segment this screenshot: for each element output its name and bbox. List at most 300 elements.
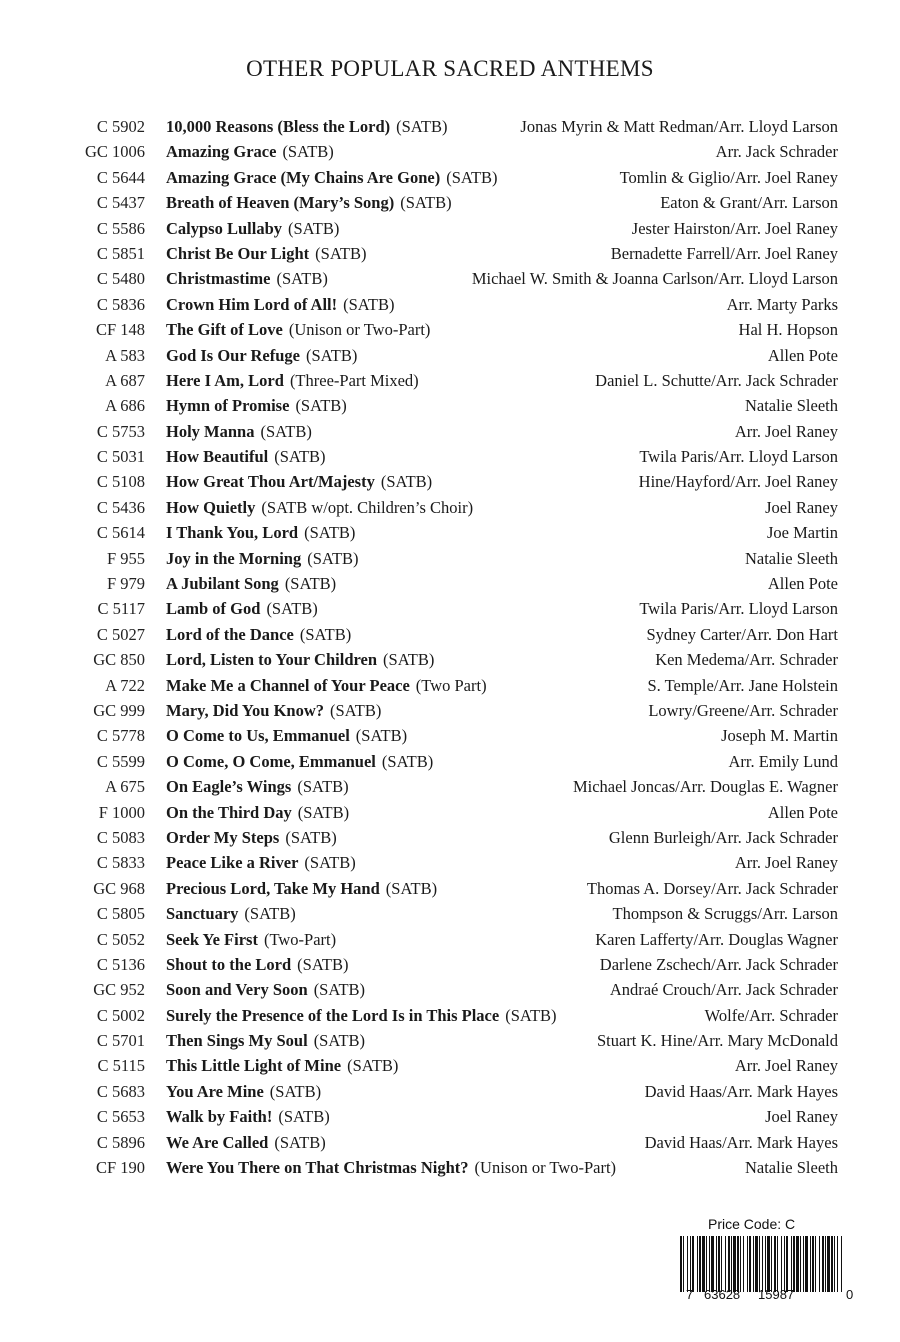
- catalog-title-group: [166, 469, 432, 494]
- catalog-row: [0, 774, 900, 799]
- catalog-code: GC 1006: [84, 142, 145, 162]
- catalog-code: C 5836: [96, 294, 145, 314]
- catalog-code: A 722: [105, 675, 145, 695]
- catalog-title-group: [166, 393, 347, 418]
- catalog-row: [0, 977, 900, 1002]
- anthem-title: Seek Ye First: [166, 929, 258, 949]
- catalog-row: [0, 723, 900, 748]
- barcode-bar: [699, 1236, 701, 1292]
- anthem-title: Christ Be Our Light: [166, 243, 310, 263]
- anthem-composer: Michael Joncas/Arr. Douglas E. Wagner: [572, 777, 838, 797]
- barcode-bar: [805, 1236, 808, 1292]
- barcode-bar: [755, 1236, 758, 1292]
- barcode-bar: [709, 1236, 710, 1292]
- anthem-title: Joy in the Morning: [166, 548, 302, 568]
- anthem-composer: Sydney Carter/Arr. Don Hart: [646, 624, 838, 644]
- catalog-row: [0, 393, 900, 418]
- anthem-composer: Natalie Sleeth: [744, 396, 838, 416]
- catalog-row: [0, 114, 900, 139]
- catalog-title-group: [166, 343, 357, 368]
- anthem-voicing: (SATB): [278, 1107, 330, 1127]
- anthem-composer: Jester Hairston/Arr. Joel Raney: [631, 218, 838, 238]
- catalog-title-group: [166, 749, 433, 774]
- anthem-composer: Hine/Hayford/Arr. Joel Raney: [638, 472, 838, 492]
- catalog-title-group: [166, 495, 473, 520]
- catalog-code: C 5851: [96, 243, 145, 263]
- catalog-title-group: [166, 292, 394, 317]
- anthem-voicing: (SATB): [297, 777, 349, 797]
- catalog-code: C 5644: [96, 167, 145, 187]
- catalog-row: [0, 876, 900, 901]
- catalog-row: [0, 596, 900, 621]
- catalog-row: [0, 190, 900, 215]
- catalog-code: F 1000: [98, 802, 145, 822]
- barcode-bar: [781, 1236, 782, 1292]
- anthem-composer: Michael W. Smith & Joanna Carlson/Arr. Lloyd Larson: [471, 269, 838, 289]
- anthem-voicing: (SATB): [299, 624, 352, 644]
- catalog-title-group: [166, 647, 434, 672]
- barcode-bar: [793, 1236, 795, 1292]
- anthem-composer: Daniel L. Schutte/Arr. Jack Schrader: [595, 370, 838, 390]
- barcode-bar: [706, 1236, 707, 1292]
- anthem-voicing: (SATB): [380, 472, 433, 492]
- anthem-voicing: (SATB): [288, 218, 340, 238]
- anthem-voicing: (SATB): [355, 726, 408, 746]
- anthem-voicing: (SATB): [244, 904, 296, 924]
- catalog-row: [0, 469, 900, 494]
- barcode-bar: [777, 1236, 778, 1292]
- anthem-title: Hymn of Promise: [166, 396, 290, 416]
- anthem-voicing: (SATB): [313, 1031, 366, 1051]
- anthem-title: Here I Am, Lord: [166, 370, 284, 390]
- barcode-digits-group2: 15987: [758, 1287, 795, 1302]
- catalog-title-group: [166, 800, 349, 825]
- anthem-voicing: (SATB): [276, 269, 328, 289]
- catalog-title-group: [166, 596, 318, 621]
- catalog-title-group: [166, 419, 312, 444]
- barcode-digit-first: 7: [686, 1287, 694, 1302]
- anthem-voicing: (SATB): [274, 1132, 326, 1152]
- barcode-bar: [796, 1236, 799, 1292]
- anthem-composer: Twila Paris/Arr. Lloyd Larson: [639, 447, 838, 467]
- barcode-bar: [747, 1236, 748, 1292]
- catalog-code: GC 850: [93, 650, 145, 670]
- catalog-code: C 5614: [96, 523, 145, 543]
- anthem-voicing: (SATB): [295, 396, 347, 416]
- barcode-bar: [819, 1236, 820, 1292]
- catalog-title-group: [166, 368, 419, 393]
- catalog-code: GC 968: [93, 878, 145, 898]
- anthem-title: Amazing Grace: [166, 142, 277, 162]
- anthem-title: 10,000 Reasons (Bless the Lord): [166, 117, 391, 136]
- anthem-title: Then Sings My Soul: [166, 1031, 308, 1051]
- catalog-row: [0, 927, 900, 952]
- anthem-voicing: (SATB w/opt. Children’s Choir): [261, 497, 474, 517]
- anthem-title: Lord of the Dance: [166, 624, 294, 644]
- catalog-row: [0, 292, 900, 317]
- catalog-code: C 5599: [96, 751, 145, 771]
- anthem-title: How Quietly: [166, 497, 256, 517]
- catalog-title-group: [166, 546, 359, 571]
- barcode-bar: [716, 1236, 717, 1292]
- catalog-row: [0, 139, 900, 164]
- catalog-row: [0, 419, 900, 444]
- barcode-bar: [786, 1236, 788, 1292]
- catalog-code: A 687: [105, 370, 145, 390]
- catalog-row: [0, 800, 900, 825]
- anthem-voicing: (SATB): [343, 294, 395, 314]
- price-code-label: Price Code: C: [708, 1216, 796, 1232]
- catalog-code: C 5683: [96, 1081, 145, 1101]
- anthem-composer: Wolfe/Arr. Schrader: [704, 1005, 838, 1025]
- barcode-bar: [827, 1236, 830, 1292]
- catalog-title-group: [166, 850, 356, 875]
- anthem-composer: Lowry/Greene/Arr. Schrader: [648, 700, 838, 720]
- catalog-title-group: [166, 952, 349, 977]
- barcode-bar: [765, 1236, 766, 1292]
- barcode-bar: [718, 1236, 720, 1292]
- barcode-bar: [702, 1236, 705, 1292]
- catalog-row: [0, 266, 900, 291]
- anthem-voicing: (SATB): [446, 167, 498, 187]
- anthem-title: Amazing Grace (My Chains Are Gone): [166, 167, 441, 187]
- anthem-voicing: (Three-Part Mixed): [289, 370, 419, 390]
- anthem-voicing: (SATB): [315, 243, 367, 263]
- anthem-title: I Thank You, Lord: [166, 523, 299, 543]
- catalog-row: [0, 165, 900, 190]
- barcode-bar: [737, 1236, 739, 1292]
- anthem-composer: Darlene Zschech/Arr. Jack Schrader: [599, 954, 838, 974]
- anthem-composer: Tomlin & Giglio/Arr. Joel Raney: [619, 167, 838, 187]
- catalog-title-group: [166, 1053, 398, 1078]
- barcode-bar: [733, 1236, 736, 1292]
- catalog-title-group: [166, 977, 365, 1002]
- anthem-title: On Eagle’s Wings: [166, 777, 292, 797]
- catalog-title-group: [166, 901, 296, 926]
- catalog-code: GC 952: [93, 980, 145, 1000]
- barcode-bar: [683, 1236, 684, 1292]
- catalog-code: C 5108: [96, 472, 145, 492]
- anthem-title: Lord, Listen to Your Children: [166, 650, 378, 670]
- anthem-title: O Come, O Come, Emmanuel: [166, 751, 376, 771]
- anthem-composer: Arr. Joel Raney: [734, 853, 838, 873]
- barcode-bar: [697, 1236, 698, 1292]
- barcode-bar: [725, 1236, 726, 1292]
- catalog-title-group: [166, 1003, 557, 1028]
- anthem-voicing: (SATB): [269, 1081, 322, 1101]
- catalog-row: [0, 1003, 900, 1028]
- anthem-composer: Arr. Emily Lund: [728, 751, 838, 771]
- catalog-title-group: [166, 723, 407, 748]
- catalog-code: C 5653: [96, 1107, 145, 1127]
- barcode-bar: [759, 1236, 760, 1292]
- anthem-title: You Are Mine: [166, 1081, 264, 1101]
- anthem-composer: David Haas/Arr. Mark Hayes: [644, 1081, 838, 1101]
- catalog-row: [0, 343, 900, 368]
- anthem-voicing: (SATB): [297, 802, 350, 822]
- barcode-digit-last: 0: [846, 1287, 854, 1302]
- catalog-row: [0, 1028, 900, 1053]
- anthem-composer: Karen Lafferty/Arr. Douglas Wagner: [595, 929, 838, 949]
- catalog-code: C 5115: [97, 1056, 145, 1076]
- catalog-row: [0, 368, 900, 393]
- anthem-title: Were You There on That Christmas Night?: [166, 1158, 469, 1178]
- catalog-code: A 583: [105, 345, 145, 365]
- anthem-voicing: (SATB): [383, 650, 435, 670]
- anthem-voicing: (SATB): [297, 954, 349, 974]
- catalog-row: [0, 241, 900, 266]
- catalog-title-group: [166, 139, 334, 164]
- catalog-title-group: [166, 216, 339, 241]
- catalog-title-group: [166, 698, 381, 723]
- catalog-title-group: [166, 241, 367, 266]
- anthem-title: On the Third Day: [166, 802, 292, 822]
- catalog-title-group: [166, 571, 336, 596]
- anthem-title: A Jubilant Song: [166, 574, 279, 594]
- barcode-bar: [692, 1236, 694, 1292]
- catalog-row: [0, 495, 900, 520]
- barcode-bar: [753, 1236, 754, 1292]
- catalog-row: [0, 444, 900, 469]
- catalog-code: C 5586: [96, 218, 145, 238]
- anthem-title: Surely the Presence of the Lord Is in This Place: [166, 1005, 500, 1025]
- catalog-row: [0, 1053, 900, 1078]
- anthem-composer: Allen Pote: [767, 802, 838, 822]
- catalog-code: C 5031: [96, 447, 145, 467]
- catalog-title-group: [166, 825, 337, 850]
- catalog-code: F 955: [106, 548, 145, 568]
- anthem-catalog-list: [0, 114, 900, 1180]
- anthem-voicing: (SATB): [260, 421, 312, 441]
- anthem-composer: Arr. Joel Raney: [734, 1056, 838, 1076]
- catalog-code: C 5436: [96, 497, 145, 517]
- catalog-title-group: [166, 114, 447, 139]
- anthem-composer: Joe Martin: [766, 523, 838, 543]
- anthem-title: Shout to the Lord: [166, 954, 292, 974]
- anthem-voicing: (SATB): [304, 853, 356, 873]
- catalog-title-group: [166, 673, 487, 698]
- anthem-voicing: (SATB): [396, 117, 448, 136]
- anthem-title: The Gift of Love: [166, 320, 283, 340]
- anthem-voicing: (SATB): [385, 878, 438, 898]
- anthem-composer: David Haas/Arr. Mark Hayes: [644, 1132, 838, 1152]
- anthem-voicing: (SATB): [330, 700, 382, 720]
- catalog-code: C 5002: [96, 1005, 145, 1025]
- anthem-composer: S. Temple/Arr. Jane Holstein: [647, 675, 838, 695]
- barcode-bar: [822, 1236, 824, 1292]
- catalog-row: [0, 850, 900, 875]
- catalog-row: [0, 520, 900, 545]
- barcode-bar: [731, 1236, 732, 1292]
- anthem-voicing: (SATB): [505, 1005, 557, 1025]
- barcode-bar: [825, 1236, 826, 1292]
- anthem-composer: Andraé Crouch/Arr. Jack Schrader: [609, 980, 838, 1000]
- catalog-code: F 979: [106, 574, 145, 594]
- catalog-title-group: [166, 876, 437, 901]
- barcode-bar: [711, 1236, 714, 1292]
- catalog-code: C 5136: [96, 954, 145, 974]
- barcode-bar: [815, 1236, 816, 1292]
- barcode-bar: [721, 1236, 722, 1292]
- barcode-bar: [831, 1236, 833, 1292]
- catalog-title-group: [166, 165, 498, 190]
- catalog-code: GC 999: [93, 700, 145, 720]
- barcode-bar: [837, 1236, 838, 1292]
- anthem-title: Precious Lord, Take My Hand: [166, 878, 380, 898]
- barcode-bar: [774, 1236, 776, 1292]
- anthem-composer: Glenn Burleigh/Arr. Jack Schrader: [608, 827, 838, 847]
- anthem-composer: Allen Pote: [767, 345, 838, 365]
- anthem-composer: Allen Pote: [767, 574, 838, 594]
- anthem-voicing: (SATB): [304, 523, 356, 543]
- catalog-code: C 5753: [96, 421, 145, 441]
- barcode-bar: [803, 1236, 804, 1292]
- catalog-row: [0, 673, 900, 698]
- catalog-code: C 5896: [96, 1132, 145, 1152]
- catalog-code: C 5701: [96, 1031, 145, 1051]
- catalog-row: [0, 825, 900, 850]
- anthem-voicing: (SATB): [381, 751, 434, 771]
- catalog-code: CF 190: [95, 1158, 145, 1178]
- catalog-row: [0, 571, 900, 596]
- anthem-composer: Twila Paris/Arr. Lloyd Larson: [639, 599, 838, 619]
- anthem-title: We Are Called: [166, 1132, 269, 1152]
- catalog-code: C 5117: [97, 599, 145, 619]
- anthem-composer: Arr. Jack Schrader: [715, 142, 838, 162]
- anthem-voicing: (SATB): [347, 1056, 399, 1076]
- anthem-title: Crown Him Lord of All!: [166, 294, 338, 314]
- catalog-title-group: [166, 317, 430, 342]
- anthem-title: Soon and Very Soon: [166, 980, 308, 1000]
- catalog-row: [0, 698, 900, 723]
- anthem-title: Breath of Heaven (Mary’s Song): [166, 193, 395, 213]
- catalog-title-group: [166, 774, 349, 799]
- catalog-row: [0, 1104, 900, 1129]
- catalog-title-group: [166, 1104, 330, 1129]
- barcode-bar: [812, 1236, 814, 1292]
- anthem-title: Sanctuary: [166, 904, 239, 924]
- barcode-bar: [784, 1236, 785, 1292]
- anthem-voicing: (SATB): [400, 193, 452, 213]
- anthem-title: Order My Steps: [166, 827, 280, 847]
- catalog-row: [0, 216, 900, 241]
- catalog-title-group: [166, 190, 452, 215]
- anthem-composer: Jonas Myrin & Matt Redman/Arr. Lloyd Larson: [520, 117, 838, 136]
- anthem-composer: Eaton & Grant/Arr. Larson: [660, 193, 838, 213]
- anthem-voicing: (SATB): [307, 548, 359, 568]
- catalog-code: C 5052: [96, 929, 145, 949]
- catalog-code: C 5083: [96, 827, 145, 847]
- anthem-voicing: (Unison or Two-Part): [474, 1158, 617, 1178]
- catalog-title-group: [166, 927, 336, 952]
- anthem-composer: Ken Medema/Arr. Schrader: [655, 650, 838, 670]
- anthem-composer: Natalie Sleeth: [744, 1158, 838, 1178]
- barcode-bar: [743, 1236, 744, 1292]
- anthem-composer: Thompson & Scruggs/Arr. Larson: [612, 904, 838, 924]
- catalog-title-group: [166, 622, 351, 647]
- barcode-bar: [740, 1236, 741, 1292]
- catalog-row: [0, 1130, 900, 1155]
- anthem-title: How Great Thou Art/Majesty: [166, 472, 375, 492]
- anthem-voicing: (SATB): [284, 574, 337, 594]
- anthem-composer: Bernadette Farrell/Arr. Joel Raney: [610, 243, 838, 263]
- anthem-title: Calypso Lullaby: [166, 218, 282, 238]
- catalog-row: [0, 647, 900, 672]
- anthem-voicing: (SATB): [274, 447, 326, 467]
- anthem-voicing: (SATB): [306, 345, 358, 365]
- catalog-code: C 5437: [96, 193, 145, 213]
- catalog-title-group: [166, 266, 328, 291]
- anthem-title: Peace Like a River: [166, 853, 299, 873]
- anthem-title: Holy Manna: [166, 421, 255, 441]
- barcode-bar: [749, 1236, 751, 1292]
- anthem-title: Mary, Did You Know?: [166, 700, 324, 720]
- anthem-composer: Thomas A. Dorsey/Arr. Jack Schrader: [586, 878, 838, 898]
- anthem-voicing: (Two-Part): [263, 929, 337, 949]
- barcode-digits-group1: 63628: [704, 1287, 741, 1302]
- catalog-code: C 5480: [96, 269, 145, 289]
- anthem-composer: Arr. Joel Raney: [734, 421, 838, 441]
- catalog-title-group: [166, 444, 326, 469]
- anthem-title: Lamb of God: [166, 599, 261, 619]
- catalog-code: C 5778: [96, 726, 145, 746]
- anthem-composer: Hal H. Hopson: [738, 320, 838, 340]
- barcode-bar: [767, 1236, 770, 1292]
- catalog-code: A 686: [105, 396, 145, 416]
- anthem-composer: Joel Raney: [765, 1107, 838, 1127]
- anthem-voicing: (SATB): [282, 142, 334, 162]
- catalog-row: [0, 901, 900, 926]
- anthem-composer: Joel Raney: [765, 497, 838, 517]
- catalog-title-group: [166, 1130, 326, 1155]
- page-title: OTHER POPULAR SACRED ANTHEMS: [246, 56, 654, 81]
- anthem-voicing: (SATB): [266, 599, 318, 619]
- catalog-title-group: [166, 1079, 321, 1104]
- barcode-bar: [791, 1236, 792, 1292]
- anthem-composer: Stuart K. Hine/Arr. Mary McDonald: [596, 1031, 838, 1051]
- catalog-row: [0, 1079, 900, 1104]
- catalog-row: [0, 952, 900, 977]
- catalog-row: [0, 622, 900, 647]
- anthem-composer: Arr. Marty Parks: [726, 294, 838, 314]
- barcode-bar: [841, 1236, 842, 1292]
- anthem-title: God Is Our Refuge: [166, 345, 300, 365]
- barcode-bar: [728, 1236, 730, 1292]
- catalog-title-group: [166, 520, 355, 545]
- catalog-code: C 5027: [96, 624, 145, 644]
- barcode-bar: [762, 1236, 763, 1292]
- catalog-title-group: [166, 1155, 616, 1180]
- barcode-bar: [800, 1236, 801, 1292]
- barcode-bar: [690, 1236, 691, 1292]
- catalog-code: C 5902: [96, 117, 145, 136]
- anthem-voicing: (SATB): [285, 827, 337, 847]
- catalog-row: [0, 546, 900, 571]
- anthem-composer: Natalie Sleeth: [744, 548, 838, 568]
- barcode-bar: [810, 1236, 811, 1292]
- anthem-title: Christmastime: [166, 269, 271, 289]
- catalog-code: CF 148: [95, 320, 145, 340]
- catalog-row: [0, 317, 900, 342]
- catalog-code: C 5805: [96, 904, 145, 924]
- anthem-title: How Beautiful: [166, 447, 269, 467]
- barcode-bar: [687, 1236, 688, 1292]
- catalog-row: [0, 749, 900, 774]
- catalog-code: A 675: [105, 777, 145, 797]
- catalog-title-group: [166, 1028, 365, 1053]
- catalog-code: C 5833: [96, 853, 145, 873]
- anthem-title: Make Me a Channel of Your Peace: [166, 675, 410, 695]
